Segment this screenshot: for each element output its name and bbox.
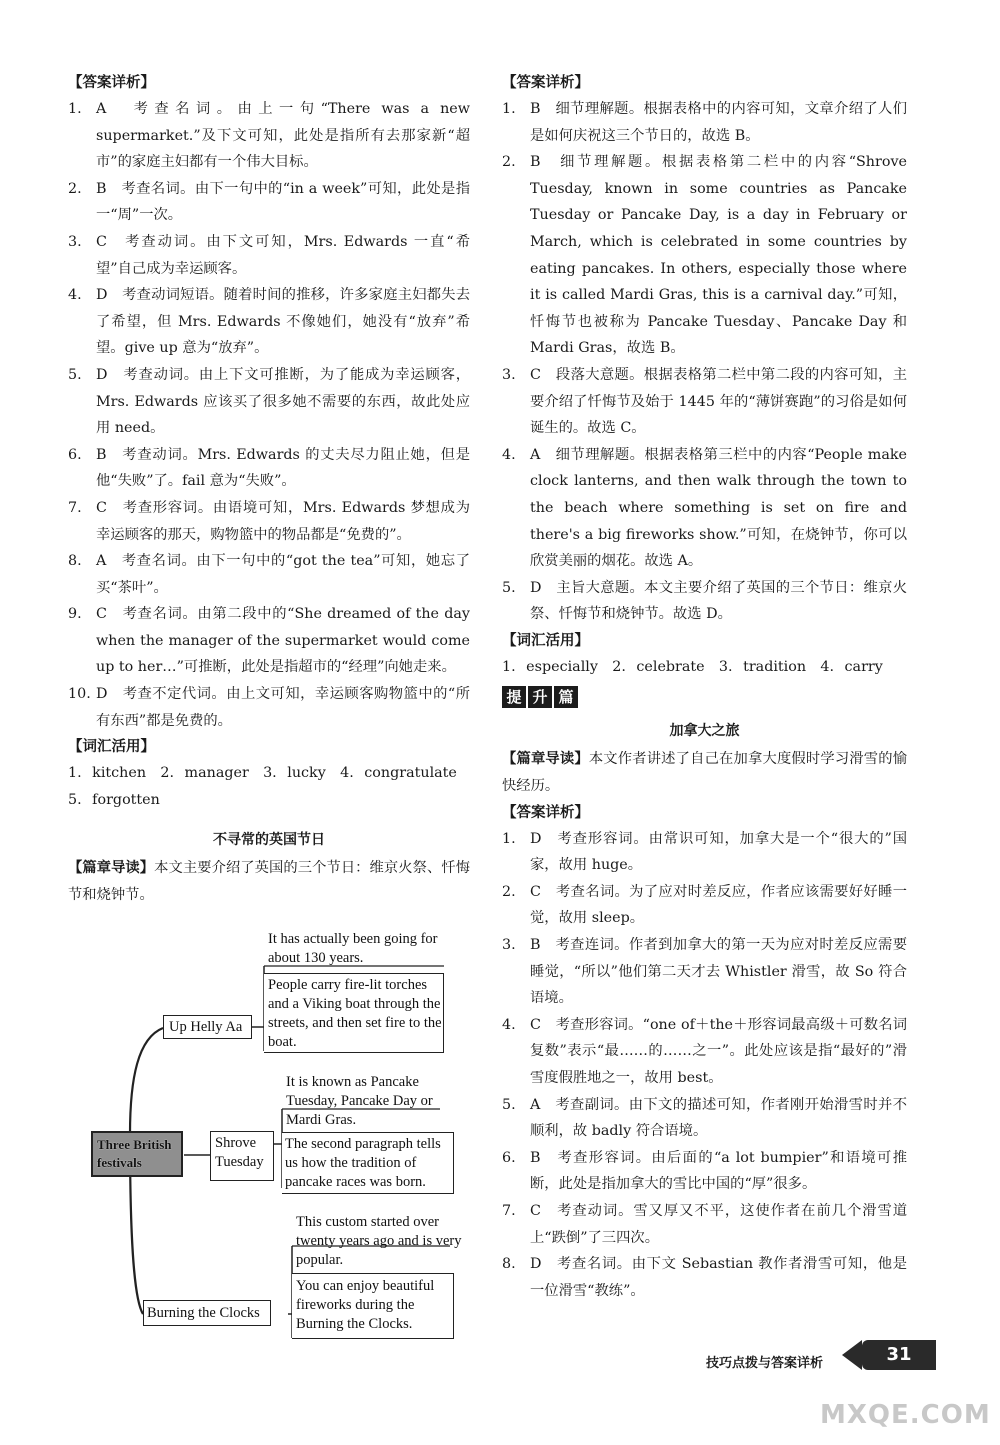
answer-text: B 考查连词。作者到加拿大的第一天为应对时差反应需要睡觉，“所以”他们第二天才去 Whistler 滑雪，故 So 符合语境。 xyxy=(530,937,907,1007)
answer-item xyxy=(68,282,470,362)
branch-note: It is known as Pancake Tuesday, Pancake Day or Mardi Gras. xyxy=(286,1074,433,1128)
answer-text: C 考查动词。雪又厚又不平，这使作者在前几个滑雪道上“跌倒”了三四次。 xyxy=(530,1202,907,1246)
article-title: 不寻常的英国节日 xyxy=(213,832,325,849)
article-title: 加拿大之旅 xyxy=(669,723,740,740)
answer-number: 2. xyxy=(68,180,82,197)
page-tab-arrow xyxy=(842,1340,862,1370)
answer-item xyxy=(68,681,470,734)
answer-text: B 细节理解题。根据表格中的内容可知，文章介绍了人们是如何庆祝这三个节日的，故选 B。 xyxy=(530,101,907,144)
answer-number: 6. xyxy=(502,1149,516,1166)
answer-item xyxy=(502,1092,907,1145)
branch-note: It has actually been going for about 130 years. xyxy=(268,931,438,966)
answer-text: D 考查动词。由上下文可推断，为了能成为幸运顾客，Mrs. Edwards 应该买了很多她不需要的东西，故此处应用 need。 xyxy=(96,366,470,437)
branch-up-helly-aa: Up Helly Aa xyxy=(163,1015,252,1039)
answer-item xyxy=(502,442,907,575)
answer-text: A 考查名词。由下一句中的“got the tea”可知，她忘了买“茶叶”。 xyxy=(96,553,470,596)
answer-text: C 考查形容词。“one of＋the＋形容词最高级＋可数名词复数”表示“最……的……之一”。此处应该是指“最好的”滑雪度假胜地之一，故用 best。 xyxy=(530,1016,907,1086)
section-badge xyxy=(502,686,580,708)
answer-number: 10. xyxy=(68,686,91,703)
answer-text: B 细节理解题。根据表格第二栏中的内容“Shrove Tuesday, known in some countries as Pancake Tuesday or Pancake Day, is a day in February or March, which is celebrated in some countries by eating pancakes. In others, especially those where it is called Mardi Gras, this is a carnival day.”可知，忏悔节也被称为 Pancake Tuesday、Pancake Day 和 Mardi Gras，故选 B。 xyxy=(530,154,907,357)
answer-item xyxy=(502,575,907,628)
answer-number: 8. xyxy=(68,553,82,570)
answer-item xyxy=(502,1145,907,1198)
mind-map-root: Three British festivals xyxy=(91,1131,183,1177)
branch-detail-box: People carry fire-lit torches and a Viking boat through the streets, and then set fire to the boat. xyxy=(264,973,444,1053)
answer-item xyxy=(502,932,907,1012)
intro-text: 本文作者讲述了自己在加拿大度假时学习滑雪的愉快经历。 xyxy=(502,751,908,795)
answer-item xyxy=(68,229,470,282)
answer-text: A 考查名词。由上一句“There was a new supermarket.”及下文可知，此处是指所有去那家新“超市”的家庭主妇都有一个伟大目标。 xyxy=(96,101,470,171)
answer-item xyxy=(502,1198,907,1251)
answer-number: 5. xyxy=(502,579,516,596)
answer-text: C 考查形容词。由语境可知，Mrs. Edwards 梦想成为幸运顾客的那天，购物篮中的物品都是“免费的”。 xyxy=(96,499,470,543)
answer-number: 1. xyxy=(502,830,516,847)
answer-text: B 考查名词。由下一句中的“in a week”可知，此处是指一“周”一次。 xyxy=(96,180,470,224)
answer-text: B 考查形容词。由后面的“a lot bumpier”和语境可推断，此处是指加拿大的雪比中国的“厚”很多。 xyxy=(530,1149,907,1193)
intro-label: 【篇章导读】 xyxy=(68,860,155,877)
answer-item xyxy=(502,826,907,879)
answer-text: B 考查动词。Mrs. Edwards 的丈夫尽力阻止她，但是他“失败”了。fail 意为“失败”。 xyxy=(96,446,470,490)
branch-note: This custom started over twenty years ago and is very popular. xyxy=(296,1214,462,1268)
answer-number: 9. xyxy=(68,606,82,623)
answer-item xyxy=(502,149,907,362)
answer-item xyxy=(502,96,907,149)
answer-text: C 考查动词。由下文可知，Mrs. Edwards 一直“希望”自己成为幸运顾客。 xyxy=(96,233,470,277)
answer-list xyxy=(502,826,907,1305)
branch-shrove-tuesday: Shrove Tuesday xyxy=(210,1131,274,1181)
footer-label: 技巧点拨与答案详析 xyxy=(706,1356,824,1371)
answer-text: A 考查副词。由下文的描述可知，作者刚开始滑雪时并不顺利，故 badly 符合语境。 xyxy=(530,1096,907,1140)
branch-detail-box: You can enjoy beautiful fireworks during the Burning the Clocks. xyxy=(292,1273,454,1339)
answer-text: D 主旨大意题。本文主要介绍了英国的三个节日：维京火祭、忏悔节和烧钟节。故选 D。 xyxy=(530,579,907,623)
answer-number: 3. xyxy=(68,233,82,250)
vocab-line: 1. kitchen 2. manager 3. lucky 4. congratulate xyxy=(68,765,457,782)
answer-text: A 细节理解题。根据表格第三栏中的内容“People make clock lanterns, and then walk through the town to the beach where something is set on fire and there's a big fireworks show.”可知，在烧钟节，你可以欣赏美丽的烟花。故选 A。 xyxy=(530,446,907,570)
answer-item xyxy=(68,176,470,229)
page-number: 31 xyxy=(862,1340,936,1370)
answer-number: 4. xyxy=(68,287,82,304)
answer-item xyxy=(68,96,470,176)
answer-number: 2. xyxy=(502,883,516,900)
article-intro xyxy=(68,855,470,908)
answer-item xyxy=(502,362,907,442)
answer-list xyxy=(68,96,470,734)
answer-number: 6. xyxy=(68,446,82,463)
answer-item xyxy=(68,495,470,548)
festival-mind-map xyxy=(88,928,468,1346)
answer-text: C 段落大意题。根据表格第二栏中第二段的内容可知，主要介绍了忏悔节及始于 1445 年的“薄饼赛跑”的习俗是如何诞生的。故选 C。 xyxy=(530,366,907,437)
answer-item xyxy=(68,442,470,495)
badge-char: 升 xyxy=(528,686,552,708)
answer-header: 【答案详析】 xyxy=(502,804,589,821)
answer-text: C 考查名词。为了应对时差反应，作者应该需要好好睡一觉，故用 sleep。 xyxy=(530,883,907,927)
answer-number: 3. xyxy=(502,366,516,383)
right-column xyxy=(502,70,907,1304)
article-intro xyxy=(502,746,907,799)
answer-item xyxy=(502,1251,907,1304)
answer-text: D 考查名词。由下文 Sebastian 教作者滑雪可知，他是一位滑雪“教练”。 xyxy=(530,1256,907,1299)
branch-burning-the-clocks: Burning the Clocks xyxy=(143,1300,271,1326)
answer-number: 5. xyxy=(502,1096,516,1113)
answer-item xyxy=(68,362,470,442)
answer-text: D 考查形容词。由常识可知，加拿大是一个“很大的”国家，故用 huge。 xyxy=(530,830,907,874)
watermark: MXQE.COM xyxy=(820,1400,991,1430)
answer-item xyxy=(68,601,470,681)
answer-number: 7. xyxy=(502,1202,516,1219)
answer-header: 【答案详析】 xyxy=(68,75,155,91)
answer-number: 7. xyxy=(68,499,82,516)
vocab-line: 1. especially 2. celebrate 3. tradition 4. carry xyxy=(502,658,883,675)
answer-list xyxy=(502,96,907,628)
answer-number: 4. xyxy=(502,446,516,463)
answer-text: D 考查不定代词。由上文可知，幸运顾客购物篮中的“所有东西”都是免费的。 xyxy=(96,686,470,729)
answer-number: 4. xyxy=(502,1016,516,1033)
answer-number: 3. xyxy=(502,937,516,954)
answer-header: 【答案详析】 xyxy=(502,75,589,91)
answer-item xyxy=(502,1012,907,1092)
answer-number: 1. xyxy=(502,101,516,117)
answer-item xyxy=(502,879,907,932)
answer-text: D 考查动词短语。随着时间的推移，许多家庭主妇都失去了希望，但 Mrs. Edwards 不像她们，她没有“放弃”希望。give up 意为“放弃”。 xyxy=(96,287,470,357)
answer-number: 1. xyxy=(68,101,82,117)
answer-number: 5. xyxy=(68,366,82,383)
answer-text: C 考查名词。由第二段中的“She dreamed of the day when the manager of the supermarket would come up to her…”可推断，此处是指超市的“经理”向她走来。 xyxy=(96,606,470,676)
badge-char: 提 xyxy=(502,686,526,708)
vocab-header: 【词汇活用】 xyxy=(502,632,589,649)
left-column xyxy=(68,70,470,909)
answer-number: 2. xyxy=(502,154,516,171)
vocab-header: 【词汇活用】 xyxy=(68,739,155,756)
branch-detail-box: The second paragraph tells us how the tradition of pancake races was born. xyxy=(282,1132,454,1194)
badge-char: 篇 xyxy=(554,686,578,708)
answer-number: 8. xyxy=(502,1256,516,1273)
vocab-line: 5. forgotten xyxy=(68,791,160,808)
intro-label: 【篇章导读】 xyxy=(502,751,589,768)
answer-item xyxy=(68,548,470,601)
intro-text: 本文主要介绍了英国的三个节日：维京火祭、忏悔节和烧钟节。 xyxy=(68,860,470,904)
